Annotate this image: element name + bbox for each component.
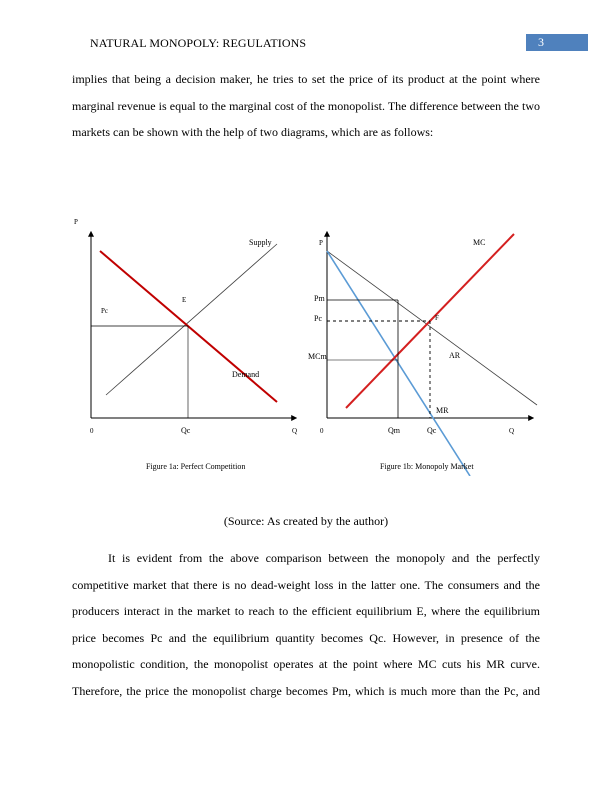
figure-svg bbox=[70, 214, 540, 476]
left-pc-label: Pc bbox=[101, 307, 108, 315]
body-line-6: Therefore, the price the monopolist charge becomes Pm, which is much more than the Pc, and bbox=[72, 683, 540, 698]
body-line-3: producers interact in the market to reach to the efficient equilibrium E, where the equilibrium bbox=[72, 604, 540, 618]
figure-source: (Source: As created by the author) bbox=[223, 514, 389, 528]
left-y-axis-label: P bbox=[74, 218, 78, 226]
running-header: NATURAL MONOPOLY: REGULATIONS bbox=[90, 36, 307, 50]
body-line-1: It is evident from the above comparison between the monopoly and the perfectly bbox=[108, 551, 540, 565]
ar-curve bbox=[327, 251, 537, 405]
body-line-4: price becomes Pc and the equilibrium quantity becomes Qc. However, in presence of the bbox=[72, 630, 540, 645]
right-qc-label: Qc bbox=[427, 426, 437, 435]
mr-curve bbox=[327, 251, 470, 476]
ar-label: AR bbox=[449, 351, 461, 360]
intro-paragraph bbox=[72, 66, 540, 146]
body-line-5: monopolistic condition, the monopolist operates at the point where MC cuts his MR curve. bbox=[72, 657, 540, 671]
intro-line-3: markets can be shown with the help of two diagrams, which are as follows: bbox=[72, 125, 434, 139]
left-origin-label: 0 bbox=[90, 427, 94, 435]
right-x-axis-label: Q bbox=[509, 427, 515, 435]
mr-label: MR bbox=[436, 406, 449, 415]
supply-label: Supply bbox=[249, 238, 272, 247]
left-x-axis-label: Q bbox=[292, 427, 298, 435]
intro-line-1: implies that being a decision maker, he tries to set the price of its product at the point where bbox=[72, 72, 540, 86]
caption-monopoly-market: Figure 1b: Monopoly Market bbox=[380, 462, 474, 471]
body-paragraph bbox=[72, 545, 540, 704]
page-number: 3 bbox=[526, 34, 588, 51]
right-y-axis-label: P bbox=[319, 239, 323, 247]
intro-line-2: marginal revenue is equal to the marginal cost of the monopolist. The difference between the two bbox=[72, 98, 540, 113]
left-qc-label: Qc bbox=[181, 426, 191, 435]
equilibrium-e-label: E bbox=[182, 296, 187, 304]
mc-label: MC bbox=[473, 238, 486, 247]
demand-label: Demand bbox=[232, 370, 260, 379]
right-origin-label: 0 bbox=[320, 427, 324, 435]
body-line-2: competitive market that there is no dead-weight loss in the latter one. The consumers and the bbox=[72, 577, 540, 592]
f-point-label: F bbox=[435, 314, 439, 322]
monopoly-market-diagram bbox=[308, 232, 537, 476]
qm-label: Qm bbox=[388, 426, 400, 435]
pm-label: Pm bbox=[314, 294, 325, 303]
mcm-label: MCm bbox=[308, 352, 327, 361]
caption-perfect-competition: Figure 1a: Perfect Competition bbox=[146, 462, 246, 471]
right-pc-label: Pc bbox=[314, 314, 322, 323]
demand-curve bbox=[100, 251, 277, 402]
perfect-competition-diagram bbox=[74, 218, 297, 471]
market-comparison-figure bbox=[70, 214, 540, 476]
